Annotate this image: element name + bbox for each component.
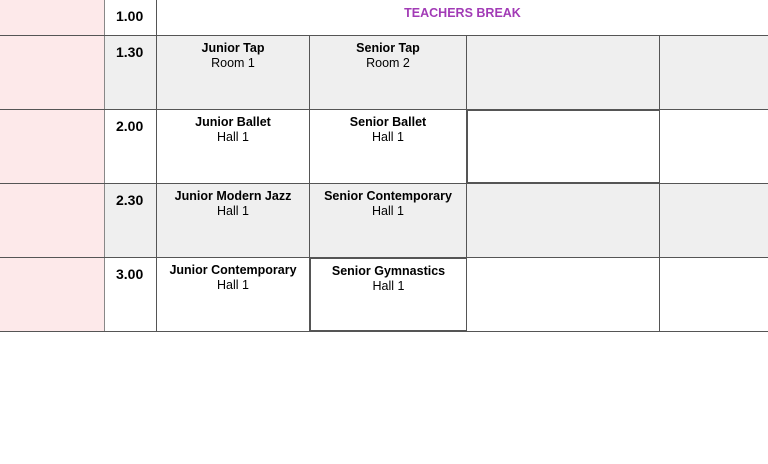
class-name: Senior Contemporary [324, 189, 452, 203]
class-name: Junior Modern Jazz [174, 189, 292, 203]
empty-cell [660, 258, 768, 331]
time-cell: 2.30 [105, 184, 157, 257]
class-cell [310, 184, 467, 257]
class-name: Senior Tap [356, 41, 420, 55]
class-name: Junior Ballet [195, 115, 271, 129]
time-cell: 2.00 [105, 110, 157, 183]
class-room: Room 2 [366, 56, 410, 70]
label-cell [0, 0, 105, 35]
class-name: Senior Gymnastics [331, 264, 446, 278]
class-name: Senior Ballet [349, 115, 427, 129]
class-room: Hall 1 [217, 278, 249, 292]
class-room: Room 1 [211, 56, 255, 70]
time-cell: 1.30 [105, 36, 157, 109]
timetable-row [0, 258, 768, 332]
empty-cell [660, 110, 768, 183]
class-room: Hall 1 [217, 204, 249, 218]
class-cell [157, 258, 310, 331]
class-cell [157, 36, 310, 109]
class-cell [157, 110, 310, 183]
empty-cell [467, 110, 660, 183]
empty-cell [660, 36, 768, 109]
class-cell [310, 36, 467, 109]
timetable-row [0, 0, 768, 36]
label-cell [0, 36, 105, 109]
class-cell [157, 184, 310, 257]
timetable-row [0, 184, 768, 258]
class-room: Hall 1 [372, 279, 405, 293]
class-name: Junior Contemporary [169, 263, 297, 277]
timetable-row [0, 110, 768, 184]
label-cell [0, 110, 105, 183]
empty-cell [467, 184, 660, 257]
empty-cell [467, 258, 660, 331]
empty-cell [660, 184, 768, 257]
teachers-break-label: TEACHERS BREAK [404, 6, 521, 20]
class-name: Junior Tap [201, 41, 265, 55]
class-room: Hall 1 [217, 130, 249, 144]
class-cell [310, 258, 467, 331]
class-room: Hall 1 [372, 204, 404, 218]
time-cell: 1.00 [105, 0, 157, 35]
time-cell: 3.00 [105, 258, 157, 331]
class-room: Hall 1 [372, 130, 404, 144]
class-cell [310, 110, 467, 183]
label-cell [0, 184, 105, 257]
empty-cell [467, 36, 660, 109]
label-cell [0, 258, 105, 331]
timetable-row [0, 36, 768, 110]
